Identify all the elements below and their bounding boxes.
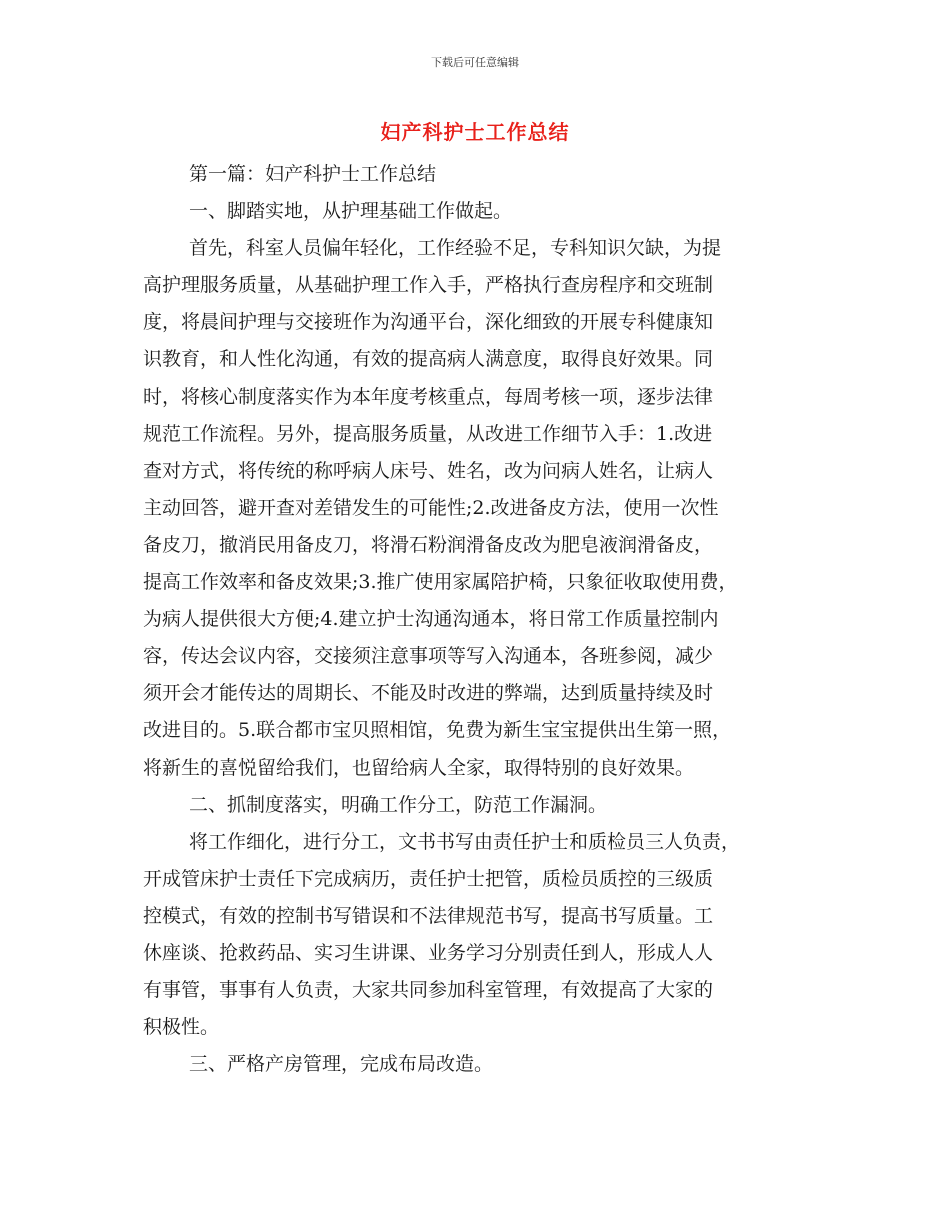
paragraph-line: 提高工作效率和备皮效果;3.推广使用家属陪护椅，只象征收取使用费， bbox=[143, 571, 738, 594]
section-heading-2: 二、抓制度落实，明确工作分工，防范工作漏洞。 bbox=[189, 793, 608, 816]
paragraph-line: 开成管床护士责任下完成病历，责任护士把管，质检员质控的三级质 bbox=[143, 867, 714, 890]
paragraph-line: 有事管，事事有人负责，大家共同参加科室管理，有效提高了大家的 bbox=[143, 979, 714, 1002]
paragraph-line: 备皮刀，撤消民用备皮刀，将滑石粉润滑备皮改为肥皂液润滑备皮， bbox=[143, 533, 714, 556]
paragraph-line: 改进目的。5.联合都市宝贝照相馆，免费为新生宝宝提供出生第一照， bbox=[143, 719, 732, 742]
paragraph-line: 将工作细化，进行分工，文书书写由责任护士和质检员三人负责， bbox=[189, 830, 741, 853]
paragraph-line: 将新生的喜悦留给我们，也留给病人全家，取得特别的良好效果。 bbox=[143, 756, 695, 779]
paragraph-line: 休座谈、抢救药品、实习生讲课、业务学习分别责任到人，形成人人 bbox=[143, 941, 714, 964]
paragraph-line: 查对方式，将传统的称呼病人床号、姓名，改为问病人姓名，让病人 bbox=[143, 459, 714, 482]
paragraph-line: 积极性。 bbox=[143, 1016, 220, 1039]
paragraph-line: 为病人提供很大方便;4.建立护士沟通沟通本，将日常工作质量控制内 bbox=[143, 608, 719, 631]
header-note: 下载后可任意编辑 bbox=[431, 56, 519, 69]
paragraph-line: 主动回答，避开查对差错发生的可能性;2.改进备皮方法，使用一次性 bbox=[143, 496, 719, 519]
section-heading-part-one: 第一篇：妇产科护士工作总结 bbox=[189, 163, 437, 185]
document-title: 妇产科护士工作总结 bbox=[380, 120, 570, 144]
paragraph-line: 控模式，有效的控制书写错误和不法律规范书写，提高书写质量。工 bbox=[143, 904, 714, 927]
paragraph-line: 须开会才能传达的周期长、不能及时改进的弊端，达到质量持续及时 bbox=[143, 682, 714, 705]
paragraph-line: 容，传达会议内容，交接须注意事项等写入沟通本，各班参阅，减少 bbox=[143, 645, 714, 668]
paragraph-line: 首先，科室人员偏年轻化，工作经验不足，专科知识欠缺，为提 bbox=[189, 237, 722, 260]
paragraph-line: 度，将晨间护理与交接班作为沟通平台，深化细致的开展专科健康知 bbox=[143, 311, 714, 334]
section-heading-3: 三、严格产房管理，完成布局改造。 bbox=[189, 1053, 494, 1076]
paragraph-line: 识教育，和人性化沟通，有效的提高病人满意度，取得良好效果。同 bbox=[143, 348, 714, 371]
document-body bbox=[143, 156, 809, 1083]
paragraph-line: 时，将核心制度落实作为本年度考核重点，每周考核一项，逐步法律 bbox=[143, 385, 714, 408]
paragraph-line: 高护理服务质量，从基础护理工作入手，严格执行查房程序和交班制 bbox=[143, 274, 714, 297]
section-heading-1: 一、脚踏实地，从护理基础工作做起。 bbox=[189, 200, 513, 223]
paragraph-line: 规范工作流程。另外，提高服务质量，从改进工作细节入手：1.改进 bbox=[143, 422, 713, 445]
